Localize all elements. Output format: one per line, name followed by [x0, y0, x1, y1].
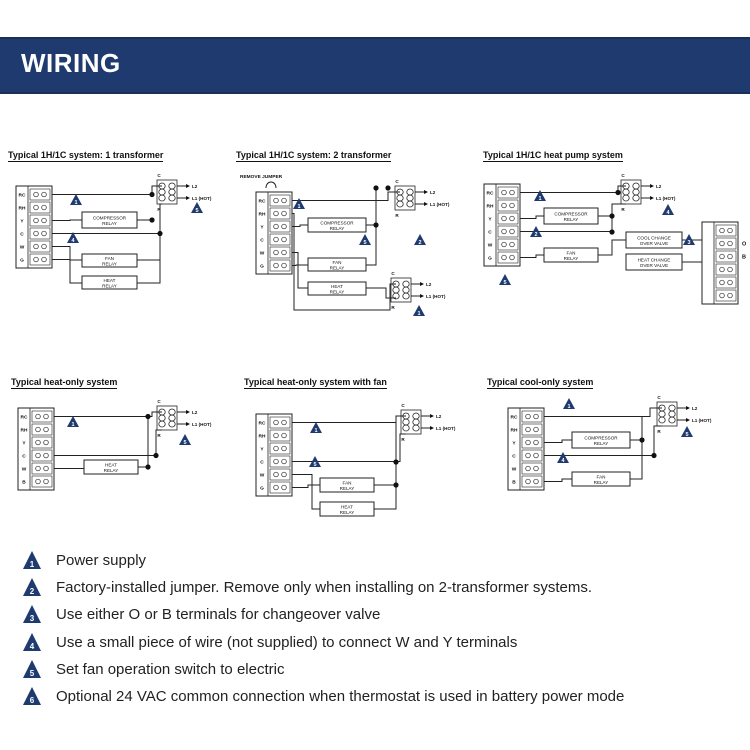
- warning-marker-icon: [22, 659, 42, 679]
- warning-marker-icon: [563, 398, 575, 410]
- legend-item-3: [22, 604, 722, 631]
- terminal-label: RH: [20, 428, 28, 434]
- transformer-coil: [159, 415, 165, 421]
- transformer-r-label: R: [157, 207, 161, 212]
- svg-text:5: 5: [685, 431, 689, 438]
- terminal-label: RH: [258, 212, 266, 218]
- relay-label: OVER VALVE: [639, 241, 669, 246]
- warning-marker-icon: [22, 632, 42, 652]
- transformer-l2-label: L2: [692, 406, 698, 411]
- transformer-coil: [397, 201, 403, 207]
- terminal-label: Y: [260, 225, 264, 231]
- svg-text:5: 5: [183, 439, 187, 446]
- arrow-head: [186, 184, 190, 188]
- relay-label: COMPRESSOR: [92, 215, 127, 221]
- transformer-l2-label: L2: [656, 184, 662, 189]
- svg-text:3: 3: [687, 239, 691, 246]
- wire: [52, 186, 162, 195]
- transformer-c-label: C: [157, 173, 161, 178]
- diagram-heat-only-fan: [240, 388, 480, 523]
- transformer-coil: [403, 281, 409, 287]
- transformer-l1-label: L1 (HOT): [656, 196, 676, 201]
- transformer-r-label: R: [657, 429, 661, 434]
- terminal-label: RH: [486, 204, 494, 210]
- transformer-coil: [159, 421, 165, 427]
- relay-label: RELAY: [339, 510, 355, 515]
- relay-label: FAN: [596, 474, 606, 480]
- junction-dot: [609, 213, 614, 218]
- svg-text:1: 1: [567, 403, 571, 410]
- arrow-head: [686, 406, 690, 410]
- wire: [544, 479, 572, 482]
- relay-label: HEAT: [105, 462, 117, 468]
- transformer-coil: [407, 189, 413, 195]
- svg-text:4: 4: [29, 641, 35, 651]
- arrow-head: [186, 422, 190, 426]
- wire: [138, 417, 148, 468]
- wire: [366, 188, 376, 225]
- transformer-coil: [633, 189, 639, 195]
- junction-dot: [149, 217, 154, 222]
- arrow-head: [420, 282, 424, 286]
- transformer-coil: [403, 419, 409, 425]
- transformer-coil: [397, 195, 403, 201]
- diagram-heat-only: [0, 388, 240, 498]
- transformer-c-label: C: [157, 399, 161, 404]
- junction-dot: [373, 222, 378, 227]
- terminal-label: W: [21, 467, 27, 473]
- terminal-label: RH: [258, 434, 266, 440]
- transformer-coil: [403, 287, 409, 293]
- legend-item-1: [22, 550, 722, 577]
- diagram-cool-only: [482, 388, 742, 498]
- wire: [544, 440, 572, 443]
- terminal-label: Y: [22, 441, 26, 447]
- svg-text:1: 1: [71, 421, 75, 428]
- transformer-c-label: C: [401, 403, 405, 408]
- junction-dot: [393, 459, 398, 464]
- diagram-title-heat-only-fan: Typical heat-only system with fan: [244, 377, 387, 387]
- transformer-coil: [669, 417, 675, 423]
- relay-label: RELAY: [593, 480, 609, 485]
- transformer-coil: [413, 413, 419, 419]
- transformer-l1-label: L1 (HOT): [192, 196, 212, 201]
- relay-label: HEAT: [341, 504, 353, 510]
- terminal-label: RC: [258, 199, 266, 205]
- transformer-r-label: R: [157, 433, 161, 438]
- junction-dot: [145, 414, 150, 419]
- terminal-label: G: [20, 258, 24, 264]
- wire: [520, 186, 626, 193]
- arrow-head: [424, 202, 428, 206]
- wire: [292, 434, 406, 462]
- junction-dot: [373, 185, 378, 190]
- arrow-head: [430, 414, 434, 418]
- wire: [52, 260, 82, 261]
- transformer-coil: [169, 195, 175, 201]
- transformer-l1-label: L1 (HOT): [436, 426, 456, 431]
- transformer-coil: [169, 409, 175, 415]
- transformer-coil: [413, 425, 419, 431]
- wire: [544, 408, 662, 417]
- transformer-l1-label: L1 (HOT): [430, 202, 450, 207]
- warning-marker-icon: [534, 190, 546, 202]
- svg-text:2: 2: [29, 587, 35, 597]
- terminal-b-label: B: [742, 254, 746, 261]
- transformer-coil: [393, 287, 399, 293]
- terminal-label: G: [260, 264, 264, 270]
- svg-text:5: 5: [195, 207, 199, 214]
- junction-dot: [393, 482, 398, 487]
- relay-label: FAN: [342, 480, 352, 486]
- relay-label: COOL CHANGE: [637, 235, 671, 241]
- relay-label: RELAY: [329, 226, 345, 231]
- terminal-label: W: [19, 245, 25, 251]
- transformer-c-label: C: [395, 179, 399, 184]
- junction-dot: [609, 229, 614, 234]
- terminal-label: RC: [258, 421, 266, 427]
- diagram-title-cool-only: Typical cool-only system: [487, 377, 594, 387]
- diagram-1h1c-1-transformer: [0, 160, 250, 310]
- warning-marker-icon: [293, 198, 305, 210]
- junction-dot: [639, 437, 644, 442]
- junction-dot: [145, 464, 150, 469]
- wire: [52, 247, 82, 284]
- legend: [22, 550, 722, 713]
- diagram-title-heat-pump: Typical 1H/1C heat pump system: [483, 150, 623, 160]
- junction-dot: [153, 453, 158, 458]
- diagram-title-heat-only: Typical heat-only system: [11, 377, 118, 387]
- relay-label: RELAY: [563, 256, 579, 261]
- transformer-c-label: C: [657, 395, 661, 400]
- legend-item-2: [22, 577, 722, 604]
- svg-text:6: 6: [29, 695, 35, 705]
- legend-text: Use a small piece of wire (not supplied) to connect W and Y terminals: [56, 633, 518, 651]
- transformer-coil: [403, 425, 409, 431]
- terminal-label: RC: [18, 193, 26, 199]
- remove-jumper-label: REMOVE JUMPER: [240, 175, 283, 180]
- transformer-l1-label: L1 (HOT): [426, 294, 446, 299]
- terminal-label: W: [259, 473, 265, 479]
- transformer-r-label: R: [621, 207, 625, 212]
- wire: [630, 440, 642, 479]
- wire: [52, 220, 82, 221]
- legend-item-6: [22, 686, 722, 713]
- transformer-r-label: R: [401, 437, 405, 442]
- wire: [292, 192, 400, 201]
- svg-text:5: 5: [503, 279, 507, 286]
- diagram-title-1h1c-2-transformer: Typical 1H/1C system: 2 transformer: [236, 150, 392, 160]
- legend-text: Optional 24 VAC common connection when thermostat is used in battery power mode: [56, 687, 625, 705]
- transformer-coil: [633, 195, 639, 201]
- junction-dot: [385, 185, 390, 190]
- terminal-label: Y: [20, 219, 24, 225]
- transformer-coil: [169, 421, 175, 427]
- warning-marker-icon: [413, 305, 425, 317]
- transformer-l2-label: L2: [436, 414, 442, 419]
- warning-marker-icon: [179, 434, 191, 446]
- terminal-label: C: [22, 454, 26, 460]
- relay-label: RELAY: [329, 265, 345, 271]
- svg-text:1: 1: [538, 195, 542, 202]
- transformer-coil: [407, 201, 413, 207]
- relay-label: RELAY: [102, 283, 117, 289]
- terminal-label: Y: [260, 447, 264, 453]
- transformer-coil: [669, 411, 675, 417]
- wire: [292, 265, 308, 266]
- warning-marker-icon: [70, 194, 82, 206]
- terminal-label: G: [488, 256, 492, 262]
- warning-marker-icon: [359, 234, 371, 246]
- relay-label: FAN: [105, 256, 114, 261]
- warning-marker-icon: [22, 604, 42, 624]
- junction-dot: [615, 190, 620, 195]
- terminal-o-label: O: [742, 241, 747, 248]
- svg-text:1: 1: [74, 199, 78, 206]
- relay-label: HEAT: [331, 284, 343, 289]
- relay-label: HEAT CHANGE: [637, 257, 671, 263]
- warning-marker-icon: [681, 426, 693, 438]
- junction-dot: [149, 192, 154, 197]
- wire: [520, 216, 544, 219]
- legend-text: Use either O or B terminals for changeover valve: [56, 606, 381, 624]
- wire: [292, 416, 406, 423]
- terminal-label: Y: [512, 441, 516, 447]
- terminal-label: C: [260, 238, 264, 244]
- terminal-label: RH: [510, 428, 518, 434]
- junction-dot: [157, 231, 162, 236]
- wire: [292, 485, 320, 488]
- terminal-label: B: [512, 480, 516, 486]
- svg-text:1: 1: [417, 310, 421, 317]
- arrow-head: [650, 196, 654, 200]
- changeover-terminal-block: [702, 222, 738, 304]
- legend-text: Factory-installed jumper. Remove only when installing on 2-transformer systems.: [56, 579, 593, 597]
- wire: [292, 475, 320, 510]
- terminal-label: RC: [20, 415, 28, 421]
- relay-label: HEAT: [103, 278, 116, 283]
- terminal-label: RC: [510, 415, 518, 421]
- relay-label: FAN: [566, 250, 576, 256]
- arrow-head: [420, 294, 424, 298]
- terminal-label: Y: [488, 217, 492, 223]
- page-title: WIRING: [21, 48, 121, 78]
- relay-label: OVER VALVE: [639, 263, 669, 268]
- transformer-coil: [659, 417, 665, 423]
- transformer-r-label: R: [391, 305, 395, 310]
- arrow-head: [424, 190, 428, 194]
- relay-label: COMPRESSOR: [554, 211, 588, 217]
- terminal-label: C: [488, 230, 492, 236]
- terminal-label: C: [512, 454, 516, 460]
- arrow-head: [650, 184, 654, 188]
- relay-label: RELAY: [103, 468, 119, 473]
- transformer-l2-label: L2: [426, 282, 432, 287]
- transformer-l2-label: L2: [192, 410, 198, 415]
- svg-text:2: 2: [418, 239, 422, 246]
- svg-text:5: 5: [313, 461, 317, 468]
- arrow-head: [430, 426, 434, 430]
- transformer-coil: [623, 189, 629, 195]
- warning-marker-icon: [22, 686, 42, 706]
- terminal-label: RH: [18, 206, 26, 212]
- svg-text:4: 4: [666, 209, 670, 216]
- wire: [630, 417, 642, 441]
- warning-marker-icon: [310, 422, 322, 434]
- transformer-coil: [407, 195, 413, 201]
- arrow-head: [686, 418, 690, 422]
- junction-dot: [651, 453, 656, 458]
- wire: [54, 430, 162, 456]
- wire: [598, 240, 626, 255]
- transformer-coil: [403, 293, 409, 299]
- terminal-label: G: [260, 486, 264, 492]
- header-banner: [0, 37, 750, 94]
- relay-label: RELAY: [339, 486, 355, 491]
- transformer-coil: [169, 189, 175, 195]
- terminal-label: W: [511, 467, 517, 473]
- transformer-r-label: R: [395, 213, 399, 218]
- warning-marker-icon: [22, 550, 42, 570]
- warning-marker-icon: [499, 274, 511, 286]
- relay-label: RELAY: [102, 261, 117, 267]
- relay-label: FAN: [332, 260, 342, 265]
- arrow-head: [186, 196, 190, 200]
- transformer-l2-label: L2: [430, 190, 436, 195]
- svg-text:1: 1: [297, 203, 301, 210]
- legend-item-5: [22, 659, 722, 686]
- terminal-label: W: [487, 243, 493, 249]
- wire: [374, 423, 396, 486]
- wire: [137, 234, 160, 284]
- relay-label: COMPRESSOR: [320, 220, 354, 226]
- svg-text:2: 2: [534, 231, 538, 238]
- transformer-c-label: C: [391, 271, 395, 276]
- legend-text: Set fan operation switch to electric: [56, 660, 285, 678]
- warning-marker-icon: [22, 577, 42, 597]
- transformer-coil: [659, 411, 665, 417]
- wire: [374, 485, 396, 509]
- diagram-heat-pump: [478, 160, 750, 330]
- arrow-head: [186, 410, 190, 414]
- svg-text:1: 1: [314, 427, 318, 434]
- relay-label: RELAY: [329, 289, 345, 295]
- relay-label: COMPRESSOR: [584, 435, 618, 441]
- warning-marker-icon: [557, 452, 569, 464]
- transformer-coil: [413, 419, 419, 425]
- svg-text:5: 5: [29, 668, 35, 678]
- jumper-icon: [266, 182, 276, 188]
- warning-marker-icon: [662, 204, 674, 216]
- transformer-coil: [623, 195, 629, 201]
- transformer-coil: [159, 189, 165, 195]
- diagram-title-1h1c-1-transformer: Typical 1H/1C system: 1 transformer: [8, 150, 164, 160]
- terminal-label: RC: [486, 191, 494, 197]
- relay-label: RELAY: [102, 221, 117, 226]
- transformer-l1-label: L1 (HOT): [192, 422, 212, 427]
- legend-text: Power supply: [56, 552, 147, 569]
- terminal-label: C: [260, 460, 264, 466]
- wire: [366, 288, 396, 298]
- legend-item-4: [22, 632, 722, 659]
- warning-marker-icon: [414, 234, 426, 246]
- svg-text:5: 5: [363, 239, 367, 246]
- transformer-l1-label: L1 (HOT): [692, 418, 712, 423]
- transformer-coil: [169, 415, 175, 421]
- warning-marker-icon: [67, 416, 79, 428]
- wire: [54, 467, 84, 469]
- wire: [520, 255, 544, 258]
- svg-text:3: 3: [29, 614, 35, 624]
- diagram-1h1c-2-transformer: [230, 160, 480, 325]
- terminal-label: B: [22, 480, 26, 486]
- transformer-c-label: C: [621, 173, 625, 178]
- transformer-coil: [669, 405, 675, 411]
- terminal-label: C: [20, 232, 24, 238]
- transformer-coil: [633, 183, 639, 189]
- transformer-coil: [169, 183, 175, 189]
- transformer-l2-label: L2: [192, 184, 198, 189]
- relay-label: RELAY: [593, 441, 609, 446]
- warning-marker-icon: [191, 202, 203, 214]
- terminal-label: W: [259, 251, 265, 257]
- svg-text:1: 1: [29, 560, 35, 569]
- svg-text:4: 4: [71, 237, 75, 244]
- svg-text:4: 4: [561, 457, 565, 464]
- relay-label: RELAY: [563, 217, 579, 222]
- transformer-coil: [159, 195, 165, 201]
